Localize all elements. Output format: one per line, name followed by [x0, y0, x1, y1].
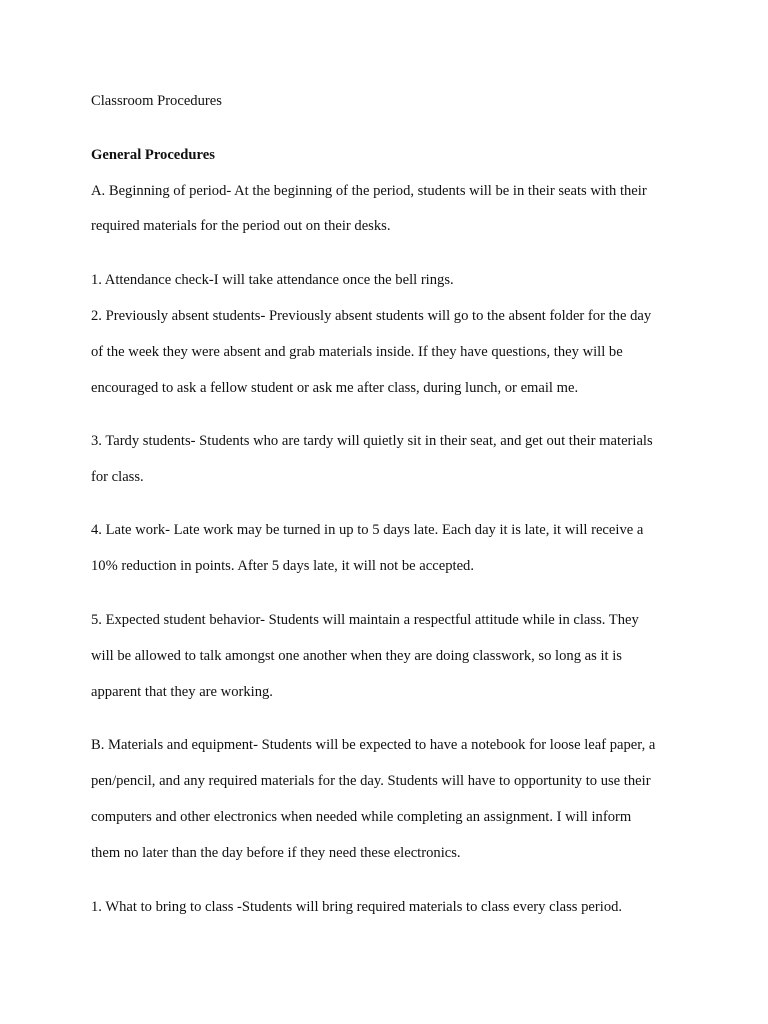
document-title: Classroom Procedures: [91, 93, 222, 109]
paragraph-line: for class.: [91, 469, 144, 485]
paragraph-line: B. Materials and equipment- Students will be expected to have a notebook for loose leaf paper, a: [91, 737, 656, 753]
paragraph-line: apparent that they are working.: [91, 684, 273, 700]
paragraph-line: A. Beginning of period- At the beginning of the period, students will be in their seats with their: [91, 183, 647, 199]
paragraph-line: encouraged to ask a fellow student or ask me after class, during lunch, or email me.: [91, 380, 579, 396]
paragraph-line: 4. Late work- Late work may be turned in up to 5 days late. Each day it is late, it will receive a: [91, 522, 644, 538]
paragraph-line: 2. Previously absent students- Previously absent students will go to the absent folder for the day: [91, 308, 652, 324]
paragraph-line: 1. Attendance check-I will take attendance once the bell rings.: [91, 272, 454, 288]
paragraph-line: 1. What to bring to class -Students will bring required materials to class every class period.: [91, 899, 623, 915]
section-heading: General Procedures: [91, 147, 215, 163]
paragraph-line: them no later than the day before if they need these electronics.: [91, 845, 461, 861]
paragraph-line: 10% reduction in points. After 5 days late, it will not be accepted.: [91, 558, 474, 574]
paragraph-line: will be allowed to talk amongst one another when they are doing classwork, so long as it is: [91, 648, 622, 664]
paragraph-line: 3. Tardy students- Students who are tardy will quietly sit in their seat, and get out their materials: [91, 433, 653, 449]
paragraph-line: of the week they were absent and grab materials inside. If they have questions, they will be: [91, 344, 623, 360]
paragraph-line: required materials for the period out on their desks.: [91, 218, 391, 234]
paragraph-line: computers and other electronics when needed while completing an assignment. I will inform: [91, 809, 632, 825]
paragraph-line: 5. Expected student behavior- Students will maintain a respectful attitude while in class. They: [91, 612, 639, 628]
paragraph-line: pen/pencil, and any required materials for the day. Students will have to opportunity to use their: [91, 773, 651, 789]
